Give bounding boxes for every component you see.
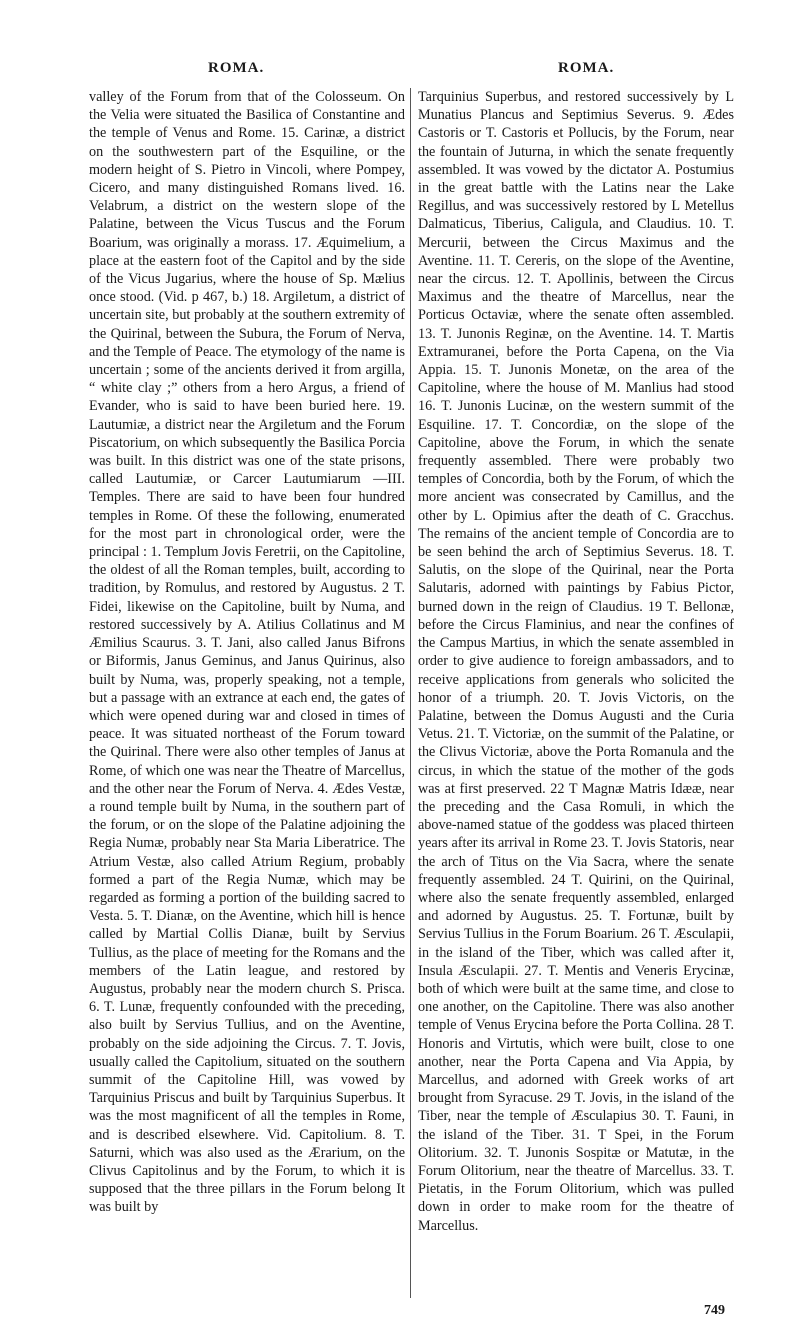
column-divider [410,88,411,1298]
left-column [89,88,405,1303]
running-header [0,60,800,80]
right-column-text: Tarquinius Superbus, and restored successively by L Munatius Plancus and Septimius Severus. 9. Ædes Castoris or T. Castoris et Pollucis, by the Forum, near the fountain of Juturna, in which the senate frequently assembled. It was vowed by the dictator A. Postumius in the great battle with the Latins near the Lake Regillus, and was successively restored by L Metellus Dalmaticus, Tiberius, Caligula, and Claudius. 10. T. Mercurii, between the Circus Maximus and the Aventine. 11. T. Cereris, on the slope of the Aventine, near the circus. 12. T. Apollinis, between the Circus Maximus and the theatre of Marcellus, near the Porticus Octaviæ, where the senate often assembled. 13. T. Junonis Reginæ, on the Aventine. 14. T. Martis Extramuranei, before the Porta Capena, on the Via Appia. 15. T. Junonis Monetæ, on the area of the Capitoline, where the house of M. Manlius had stood 16. T. Junonis Lucinæ, on the western summit of the Esquiline. 17. T. Concordiæ, on the slope of the Capitoline, above the Forum, in which the senate frequently assembled. There were probably two temples of Concordia, both by the Forum, of which the more ancient was consecrated by Camillus, and the other by L. Opimius after the death of C. Gracchus. The remains of the ancient temple of Concordia are to be seen behind the arch of Septimius Severus. 18. T. Salutis, on the slope of the Quirinal, near the Porta Salutaris, adorned with paintings by Fabius Pictor, burned down in the reign of Claudius. 19 T. Bellonæ, before the Circus Flaminius, and near the confines of the Campus Martius, in which the senate assembled in order to give audience to foreign ambassadors, and to receive applications from generals who solicited the honor of a triumph. 20. T. Jovis Victoris, on the Palatine, between the Domus Augusti and the Curia Vetus. 21. T. Victoriæ, on the summit of the Palatine, or the Clivus Victoriæ, above the Porta Romanula and the circus, in which the statue of the mother of the gods was at first preserved. 22 T Magnæ Matris Idææ, near the preceding and the Casa Romuli, in which the above-named statue of the goddess was placed thirteen years after its arrival in Rome 23. T. Jovis Statoris, near the arch of Titus on the Via Sacra, where the senate frequently assembled. 24 T. Quirini, on the Quirinal, where also the senate frequently assembled, enlarged and adorned by Augustus. 25. T. Fortunæ, built by Servius Tullius in the Forum Boarium. 26 T. Æsculapii, in the island of the Tiber, which was called after it, Insula Æsculapii. 27. T. Mentis and Veneris Erycinæ, both of which were built at the same time, and close to one another, on the Capitoline. There was also another temple of Venus Erycina before the Porta Collina. 28 T. Honoris and Virtutis, which were built, close to one another, near the Porta Capena and Via Appia, by Marcellus, and adorned with Greek works of art brought from Syracuse. 29 T. Jovis, in the island of the Tiber, near the temple of Æsculapius 30. T. Fauni, in the island of the Tiber. 31. T Spei, in the Forum Olitorium. 32. T. Junonis Sospitæ or Matutæ, in the Forum Olitorium, near the theatre of Marcellus. 33. T. Pietatis, in the Forum Olitorium, which was pulled down in order to make room for the theatre of Marcellus. [418,89,734,1234]
header-right-title: ROMA. [558,60,615,76]
header-left-title: ROMA. [208,60,265,76]
right-column [418,88,734,1303]
page-number: 749 [704,1303,725,1318]
left-column-text: valley of the Forum from that of the Colosseum. On the Velia were situated the Basilica of Constantine and the temple of Venus and Rome. 15. Carinæ, a district on the southwestern part of the Esquiline, or the modern height of S. Pietro in Vincoli, where Pompey, Cicero, and many distinguished Romans lived. 16. Velabrum, a district on the western slope of the Palatine, between the Vicus Tuscus and the Forum Boarium, was originally a morass. 17. Æquimelium, a place at the eastern foot of the Capitol and by the side of the Vicus Jugarius, where the house of Sp. Mælius once stood. (Vid. p 467, b.) 18. Argiletum, a district of uncertain site, but probably at the southern extremity of the Quirinal, between the Subura, the Forum of Nerva, and the Temple of Peace. The etymology of the name is uncertain ; some of the ancients derived it from argilla, “ white clay ;” others from a hero Argus, a friend of Evander, who is said to have been buried here. 19. Lautumiæ, a district near the Argiletum and the Forum Piscatorium, on which subsequently the Basilica Porcia was built. In this district was one of the state prisons, called Lautumiæ, or Carcer Lautumiarum —III. Temples. There are said to have been four hundred temples in Rome. Of these the following, enumerated for the most part in chronological order, were the principal : 1. Templum Jovis Feretrii, on the Capitoline, the oldest of all the Roman temples, built, according to tradition, by Romulus, and restored by Augustus. 2 T. Fidei, likewise on the Capitoline, built by Numa, and restored successively by A. Atilius Collatinus and M Æmilius Scaurus. 3. T. Jani, also called Janus Bifrons or Biformis, Janus Geminus, and Janus Quirinus, also built by Numa, was, properly speaking, not a temple, but a passage with an extrance at each end, the gates of which were opened during war and closed in times of peace. It was situated northeast of the Forum toward the Quirinal. There were also other temples of Janus at Rome, of which one was near the Theatre of Marcellus, and the other near the Forum of Nerva. 4. Ædes Vestæ, a round temple built by Numa, in the southern part of the forum, or on the slope of the Palatine adjoining the Regia Numæ, probably near Sta Maria Liberatrice. The Atrium Vestæ, also called Atrium Regium, probably formed a part of the Regia Numæ, which may be regarded as forming a portion of the building sacred to Vesta. 5. T. Dianæ, on the Aventine, which hill is hence called by Martial Collis Dianæ, built by Servius Tullius, as the place of meeting for the Romans and the members of the Latin league, and restored by Augustus, probably near the modern church S. Prisca. 6. T. Lunæ, frequently confounded with the preceding, also built by Servius Tullius, and on the Aventine, probably on the side adjoining the Circus. 7. T. Jovis, usually called the Capitolium, situated on the southern summit of the Capitoline Hill, was vowed by Tarquinius Priscus and built by Tarquinius Superbus. It was the most magnificent of all the temples in Rome, and is described elsewhere. Vid. Capitolium. 8. T. Saturni, which was also used as the Ærarium, on the Clivus Capitolinus and by the Forum, to which it is supposed that the three pillars in the Forum belong It was built by [89,89,405,1216]
